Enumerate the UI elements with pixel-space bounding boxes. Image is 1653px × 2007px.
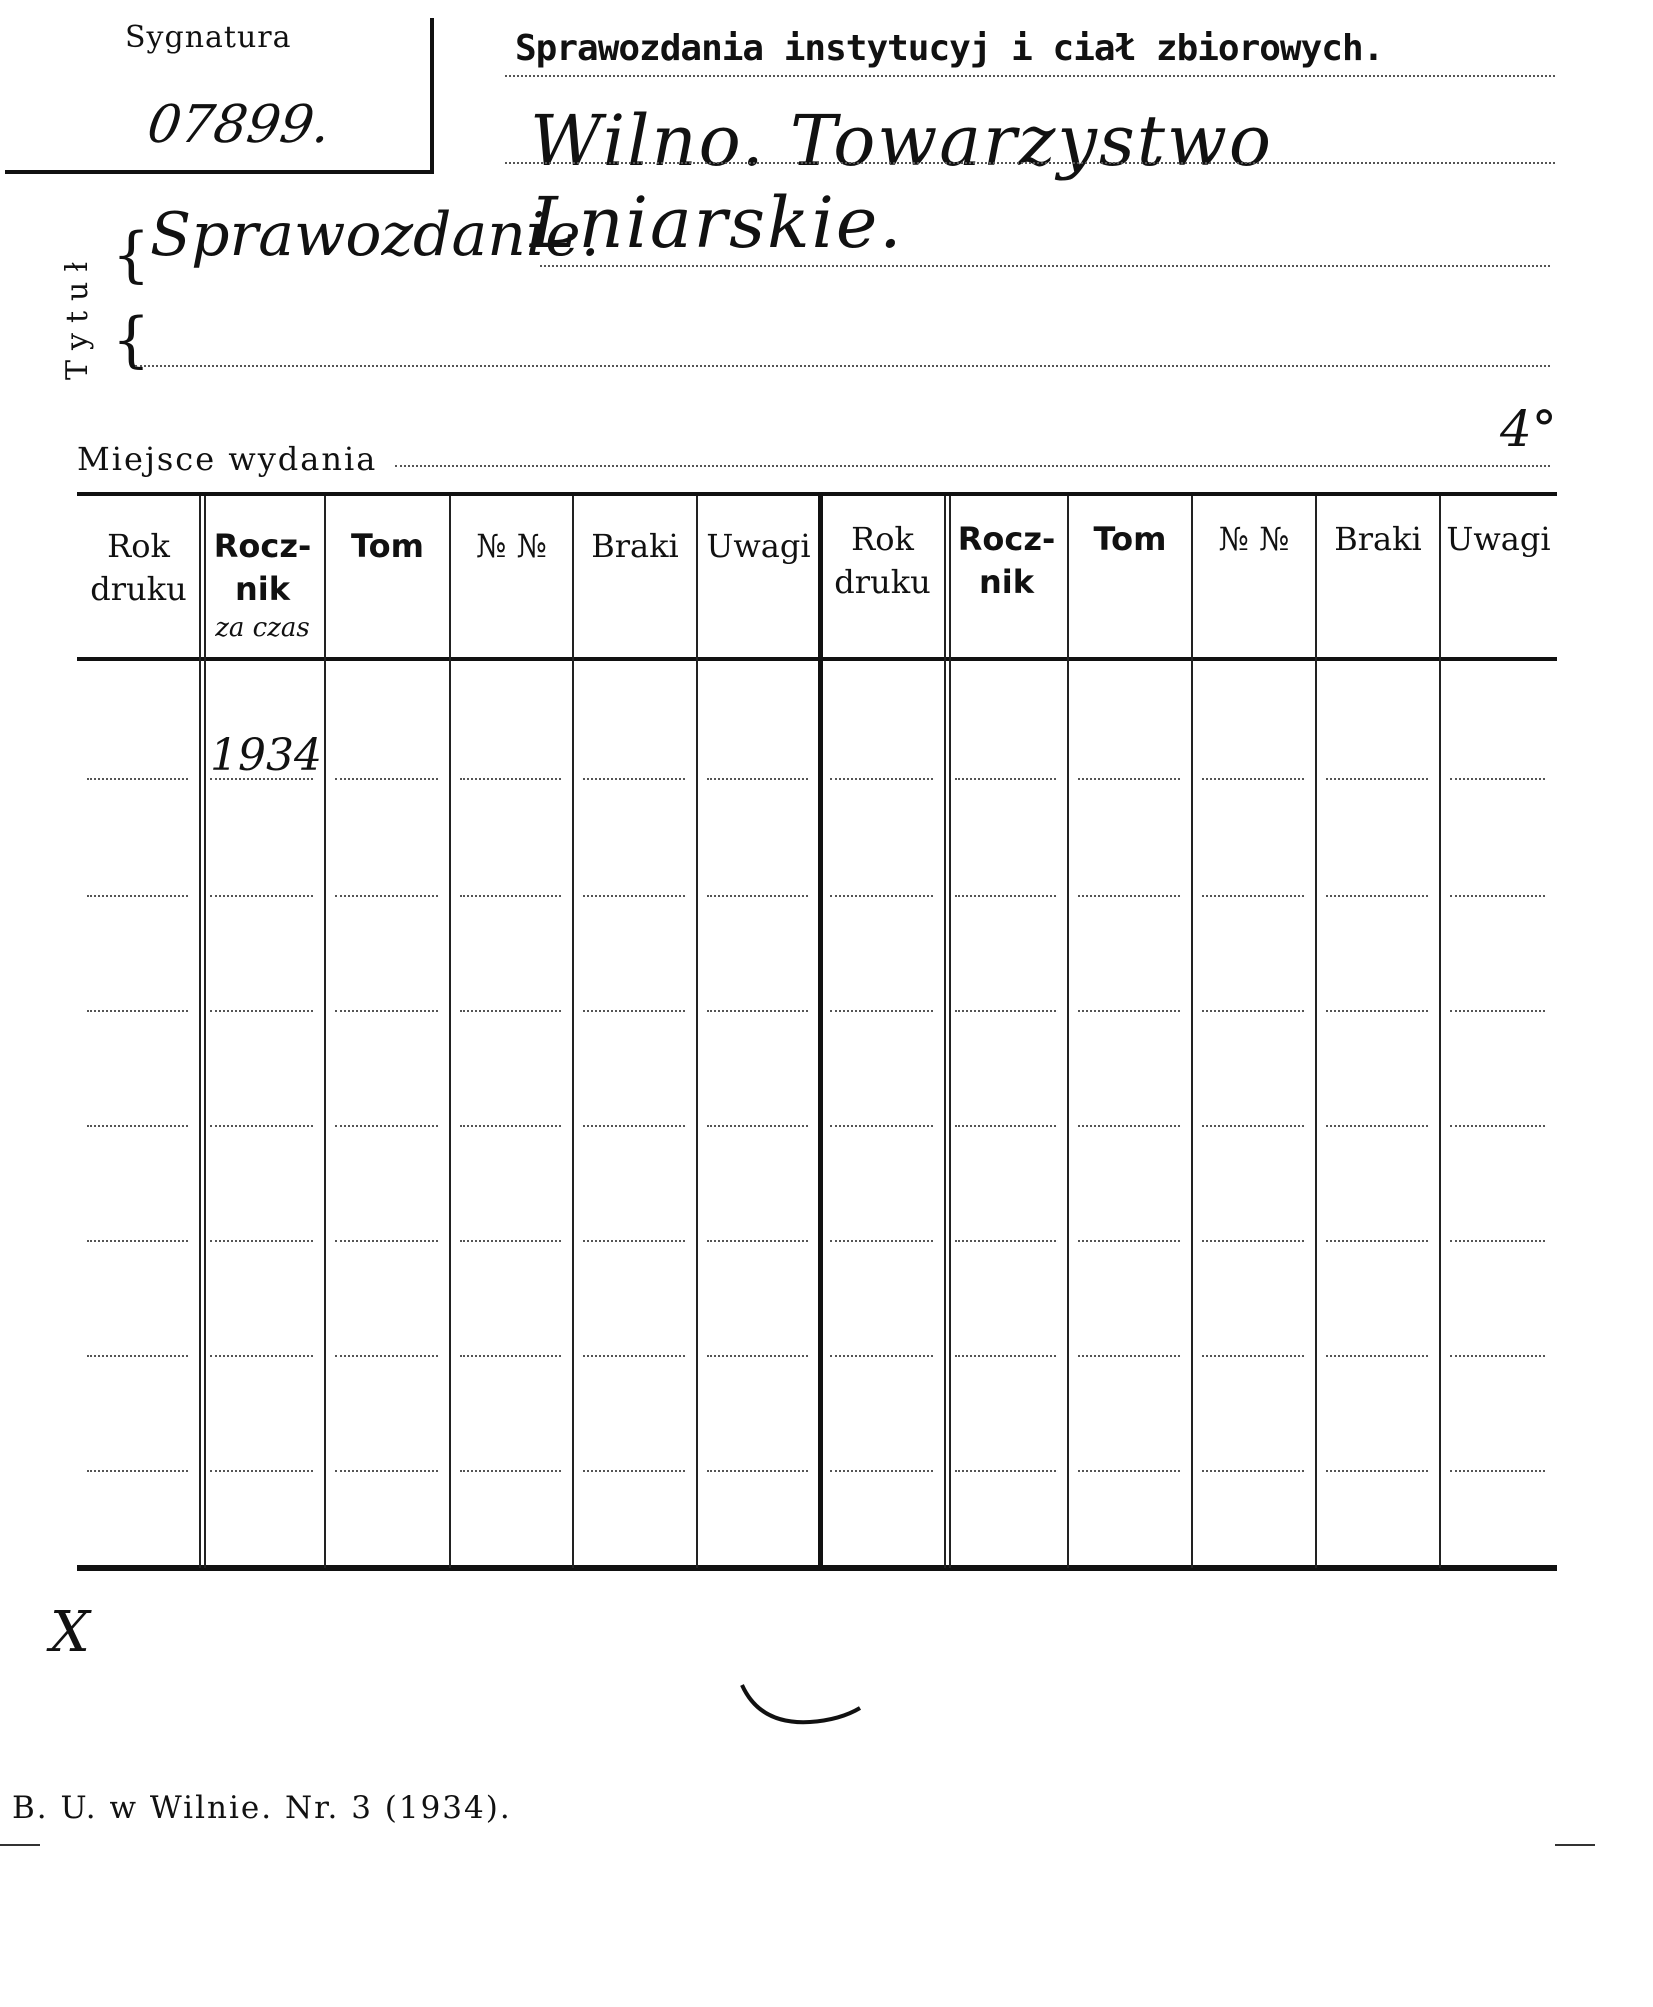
table-row-dotted-line [830, 1125, 933, 1127]
table-row-dotted-line [1202, 778, 1304, 780]
table-row-dotted-line [1202, 1470, 1304, 1472]
table-row-dotted-line [87, 895, 188, 897]
column-header: Rocz- nik za czas [213, 527, 312, 644]
column-header: Rok druku [90, 527, 187, 609]
table-row-dotted-line [583, 1355, 685, 1357]
table-row-dotted-line [707, 1240, 808, 1242]
table-row-dotted-line [460, 1355, 561, 1357]
table-row-dotted-line [955, 1125, 1056, 1127]
column-header: Rok druku [834, 520, 931, 602]
table-row-dotted-line [335, 1240, 438, 1242]
table-row-dotted-line [210, 1240, 313, 1242]
title-brace-top: { [112, 220, 151, 290]
table-row-dotted-line [1450, 1010, 1545, 1012]
footer-imprint: B. U. w Wilnie. Nr. 3 (1934). [12, 1790, 512, 1826]
table-row-dotted-line [87, 1355, 188, 1357]
table-row-dotted-line [1450, 1240, 1545, 1242]
table-row-dotted-line [1078, 1010, 1180, 1012]
table-row-dotted-line [1450, 1470, 1545, 1472]
column-divider [1439, 496, 1441, 1568]
table-row-dotted-line [87, 1240, 188, 1242]
column-header: Tom [1093, 520, 1167, 558]
column-header: Tom [351, 527, 424, 565]
table-row-dotted-line [1450, 1355, 1545, 1357]
table-row-dotted-line [1078, 1470, 1180, 1472]
table-row-dotted-line [1326, 1355, 1428, 1357]
table-row-dotted-line [583, 1010, 685, 1012]
flourish-mark [730, 1680, 870, 1735]
table-row-dotted-line [955, 1010, 1056, 1012]
table-row-dotted-line [335, 895, 438, 897]
table-row-dotted-line [460, 1470, 561, 1472]
signature-underline [5, 170, 430, 174]
table-row-dotted-line [1326, 1240, 1428, 1242]
table-row-dotted-line [830, 778, 933, 780]
column-header: № № [1218, 520, 1290, 558]
column-divider [818, 496, 823, 1568]
table-row-dotted-line [1202, 1010, 1304, 1012]
table-row-dotted-line [1326, 1125, 1428, 1127]
table-top-rule [77, 492, 1557, 496]
table-row-dotted-line [210, 1355, 313, 1357]
column-header: № № [476, 527, 547, 565]
table-row-dotted-line [707, 1125, 808, 1127]
table-row-dotted-line [1078, 1125, 1180, 1127]
place-dotted-line [395, 465, 1550, 467]
table-row-dotted-line [955, 1355, 1056, 1357]
table-row-dotted-line [830, 1010, 933, 1012]
column-header: Uwagi [706, 527, 811, 565]
table-row-dotted-line [1078, 1355, 1180, 1357]
column-divider [1191, 496, 1193, 1568]
column-divider [944, 496, 946, 1568]
table-row-dotted-line [1078, 1240, 1180, 1242]
table-row-dotted-line [87, 1125, 188, 1127]
table-row-dotted-line [955, 1470, 1056, 1472]
heading-handwritten: Wilno. Towarzystwo Lniarskie. [530, 100, 1274, 264]
table-row-dotted-line [210, 1470, 313, 1472]
table-row-dotted-line [87, 1470, 188, 1472]
heading-dotted-line [505, 162, 1555, 164]
table-row-dotted-line [583, 895, 685, 897]
table-row-dotted-line [1450, 778, 1545, 780]
table-row-dotted-line [1202, 1240, 1304, 1242]
column-header: Braki [591, 527, 679, 565]
table-row-dotted-line [707, 1010, 808, 1012]
table-row-dotted-line [1326, 1010, 1428, 1012]
column-header: Braki [1334, 520, 1422, 558]
table-row-dotted-line [1450, 895, 1545, 897]
column-divider [324, 496, 326, 1568]
place-label: Miejsce wydania [77, 440, 378, 478]
column-divider [696, 496, 698, 1568]
table-row-dotted-line [335, 1355, 438, 1357]
column-divider [572, 496, 574, 1568]
table-row-dotted-line [460, 1010, 561, 1012]
column-divider [199, 496, 201, 1568]
table-row-dotted-line [335, 778, 438, 780]
table-row-dotted-line [707, 1470, 808, 1472]
table-row-dotted-line [583, 1125, 685, 1127]
table-row-dotted-line [87, 1010, 188, 1012]
table-row-dotted-line [1326, 895, 1428, 897]
column-header: Uwagi [1446, 520, 1551, 558]
table-header-rule [77, 657, 1557, 661]
title-label: Tytuł [60, 251, 95, 380]
table-row-dotted-line [707, 895, 808, 897]
column-divider [1067, 496, 1069, 1568]
category-stamp: Sprawozdania instytucyj i ciał zbiorowych. [515, 28, 1384, 69]
stamp-dotted-line [505, 75, 1555, 77]
rocznik-entry-1934: 1934 [210, 730, 322, 781]
table-row-dotted-line [210, 1010, 313, 1012]
table-row-dotted-line [460, 1240, 561, 1242]
table-row-dotted-line [87, 778, 188, 780]
table-row-dotted-line [955, 778, 1056, 780]
column-divider [949, 496, 951, 1568]
footer-left-tick [0, 1844, 40, 1846]
table-row-dotted-line [335, 1125, 438, 1127]
table-row-dotted-line [335, 1010, 438, 1012]
signature-label: Sygnatura [125, 20, 292, 55]
title-dotted-line-1 [540, 265, 1550, 267]
table-row-dotted-line [583, 1240, 685, 1242]
header-divider [430, 18, 434, 174]
table-row-dotted-line [460, 1125, 561, 1127]
table-row-dotted-line [1202, 1355, 1304, 1357]
title-brace-bottom: { [112, 305, 151, 375]
footer-right-tick [1555, 1844, 1595, 1846]
table-row-dotted-line [1202, 1125, 1304, 1127]
table-row-dotted-line [707, 1355, 808, 1357]
table-row-dotted-line [460, 895, 561, 897]
column-divider [1315, 496, 1317, 1568]
title-dotted-line-2 [135, 365, 1550, 367]
table-row-dotted-line [1326, 1470, 1428, 1472]
column-divider [449, 496, 451, 1568]
table-row-dotted-line [210, 895, 313, 897]
table-row-dotted-line [583, 778, 685, 780]
table-bottom-rule [77, 1565, 1557, 1571]
table-row-dotted-line [830, 1240, 933, 1242]
table-row-dotted-line [210, 1125, 313, 1127]
table-row-dotted-line [955, 1240, 1056, 1242]
table-row-dotted-line [955, 895, 1056, 897]
signature-number: 07899. [143, 95, 335, 155]
table-row-dotted-line [1202, 895, 1304, 897]
table-row-dotted-line [1078, 778, 1180, 780]
table-row-dotted-line [830, 1355, 933, 1357]
table-row-dotted-line [1078, 895, 1180, 897]
title-handwritten: Sprawozdanie. [150, 200, 600, 270]
table-row-dotted-line [1326, 778, 1428, 780]
table-row-dotted-line [460, 778, 561, 780]
checkmark-x: X [50, 1600, 90, 1665]
table-row-dotted-line [335, 1470, 438, 1472]
table-row-dotted-line [583, 1470, 685, 1472]
format-handwritten: 4° [1500, 400, 1557, 458]
column-divider [204, 496, 206, 1568]
table-row-dotted-line [707, 778, 808, 780]
table-row-dotted-line [830, 895, 933, 897]
column-header: Rocz- nik [957, 520, 1056, 602]
table-row-dotted-line [830, 1470, 933, 1472]
table-row-dotted-line [1450, 1125, 1545, 1127]
